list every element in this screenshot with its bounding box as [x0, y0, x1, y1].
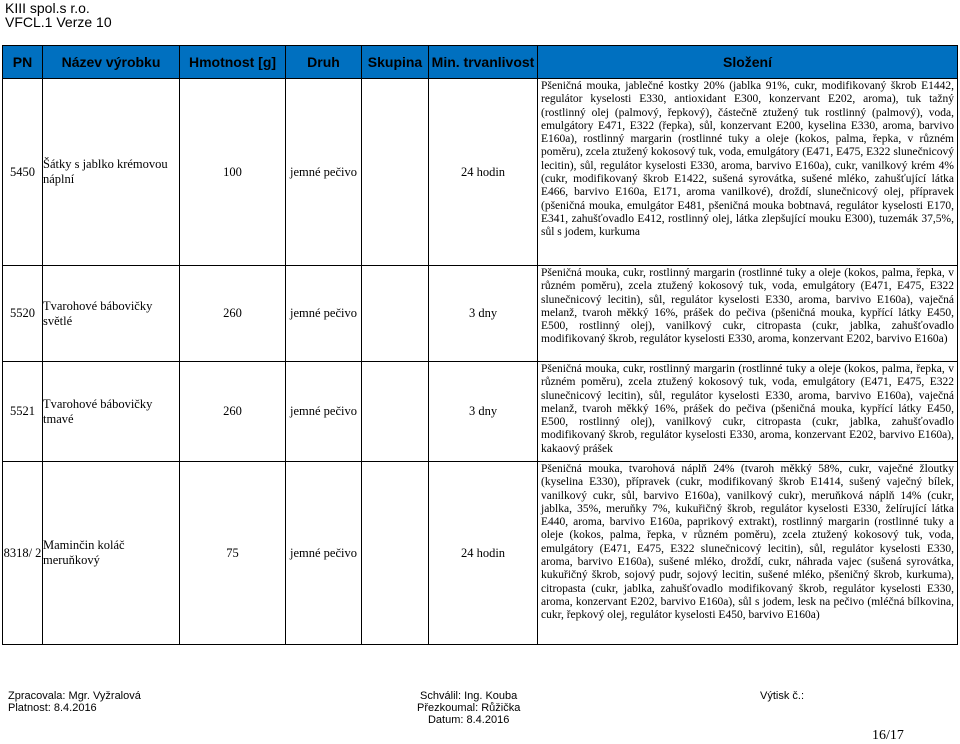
product-code: 5520	[3, 266, 43, 362]
product-composition: Pšeničná mouka, cukr, rostlinný margarin (rostlinné tuky a oleje (kokos, palma, řepka, v různém poměru), zcela ztužený kokosový tuk, voda, emulgátory (E471, E475, E322 slunečnicový lecitin), sůl, regulátor kyselosti E330, aroma, barvivo E160a), vaječná melanž, tvaroh měkký 16%, prášek do pečiva (pšeničná mouka, kypřící látky E450, E500, rostlinný olej), vanilkový cukr, citropasta (cukr, jablka, zahušťovadlo modifikovaný škrob, regulátor kyselosti E330, aroma, konzervant E202, barvivo E160a)	[538, 266, 958, 362]
product-shelf-life: 24 hodin	[429, 462, 538, 645]
table-row	[3, 266, 958, 362]
page-number: 16/17	[872, 728, 904, 743]
col-header-mass: Hmotnost [g]	[180, 46, 286, 79]
table-row	[3, 362, 958, 462]
product-composition: Pšeničná mouka, cukr, rostlinný margarin (rostlinné tuky a oleje (kokos, palma, řepka, v různém poměru), zcela ztužený kokosový tuk, voda, emulgátory (E471, E475, E322 slunečnicový lecitin), sůl, regulátor kyselosti E330, aroma, barvivo E160a), vaječná melanž, tvaroh měkký 16%, prášek do pečiva (pšeničná mouka, kypřící látky E450, E500, rostlinný olej), vanilkový cukr, citropasta (cukr, jablka, zahušťovadlo modifikovaný škrob, regulátor kyselosti E330, aroma, konzervant E202, barvivo E160a), kakaový prášek	[538, 362, 958, 462]
product-composition: Pšeničná mouka, jablečné kostky 20% (jablka 91%, cukr, modifikovaný škrob E1442, regulátor kyselosti E330, antioxidant E300, konzervant E202, aroma), tuk tažný (rostlinný olej (palmový, řepkový), částečně ztužený tuk rostlinný (palmový), voda, emulgátory E471, E322 (řepka), sůl, konzervant E200, kyselina E330, aroma, barvivo E160a), rostlinný margarin (rostlinné tuky a oleje (kokos, palma, řepka, v různém poměru), zcela ztužený kokosový tuk, voda, emulgátory (E471, E475, E322 slunečnicový lecitin), sůl, regulátor kyselosti E330, aroma, barvivo E160a), cukr, vanilkový krém 4% (cukr, modifikovaný škrob E1422, sušená syrovátka, sušené mléko, zahušťující látka E466, barvivo E160a, E171, aroma vanilkové), droždí, slunečnicový olej, přípravek (pšeničná mouka, emulgátor E481, pšeničná mouka bobtnavá, regulátor kyselosti E170, E341, zahušťovadlo E412, rostlinný olej, látka zlepšující mouku E300), tuzemák 37,5%, sůl s jodem, kurkuma	[538, 79, 958, 266]
product-group	[362, 362, 429, 462]
product-name: Tvarohové bábovičky světlé	[43, 266, 180, 362]
company-name: KIII spol.s r.o.	[5, 0, 90, 16]
product-name: Maminčin koláč meruňkový	[43, 462, 180, 645]
footer-prepared: Zpracovala: Mgr. Vyžralová	[8, 690, 141, 702]
footer-approved: Schválil: Ing. Kouba	[420, 690, 518, 702]
footer-reviewed: Přezkoumal: Růžička	[417, 702, 521, 714]
footer-validity: Platnost: 8.4.2016	[8, 702, 97, 714]
product-name: Šátky s jablko krémovou náplní	[43, 79, 180, 266]
product-composition: Pšeničná mouka, tvarohová náplň 24% (tvaroh měkký 58%, cukr, vaječné žloutky (kyselina E330), přípravek (cukr, modifikovaný škrob E1414, sušený vaječný bílek, vanilkový cukr, sůl, barvivo E160a), vanilkový cukr), meruňková náplň 14% (cukr, jablka, 35%, meruňky 7%, kukuřičný škrob, regulátor kyselosti E330, želírující látka E440, aroma, barvivo E160a, paprikový extrakt), rostlinný margarin (rostlinné tuky a oleje (kokos, palma, řepka, v různém poměru), zcela ztužený kokosový tuk, voda, emulgátory (E471, E475, E322 slunečnicový lecitin), sůl, regulátor kyselosti E330, aroma, barvivo E160a), sušené mléko, droždí, cukr, náhrada vajec (sušená syrovátka, kukuřičný škrob, sojový pudr, sojový lecitin, sušené mléko, pšeničný škrob, kurkuma), citropasta (cukr, jablka, zahušťovadlo modifikovaný škrob, regulátor kyselosti E330, aroma, konzervant E202, barvivo E160a), sůl s jodem, lesk na pečivo (mléčná bílkovina, cukr, řepkový olej, regulátor kyselosti E450, barvivo E160a)	[538, 462, 958, 645]
product-type: jemné pečivo	[286, 79, 362, 266]
col-header-pn: PN	[3, 46, 43, 79]
product-mass: 100	[180, 79, 286, 266]
document-version: VFCL.1 Verze 10	[5, 14, 112, 30]
footer-date: Datum: 8.4.2016	[427, 714, 510, 726]
col-header-composition: Složení	[538, 46, 958, 79]
product-type: jemné pečivo	[286, 266, 362, 362]
product-group	[362, 79, 429, 266]
footer-approval-block	[417, 690, 520, 726]
col-header-type: Druh	[286, 46, 362, 79]
product-table	[2, 45, 958, 645]
product-mass: 260	[180, 266, 286, 362]
product-group	[362, 462, 429, 645]
product-shelf-life: 3 dny	[429, 362, 538, 462]
table-row	[3, 462, 958, 645]
product-name: Tvarohové bábovičky tmavé	[43, 362, 180, 462]
col-header-shelf-life: Min. trvanlivost	[429, 46, 538, 79]
product-group	[362, 266, 429, 362]
product-shelf-life: 24 hodin	[429, 79, 538, 266]
table-row	[3, 79, 958, 266]
product-shelf-life: 3 dny	[429, 266, 538, 362]
product-mass: 75	[180, 462, 286, 645]
footer-prepared-block	[8, 690, 141, 714]
product-code: 5450	[3, 79, 43, 266]
col-header-name: Název výrobku	[43, 46, 180, 79]
col-header-group: Skupina	[362, 46, 429, 79]
footer-print-number: Výtisk č.:	[760, 690, 805, 702]
table-header-row	[3, 46, 958, 79]
product-code: 5521	[3, 362, 43, 462]
product-type: jemné pečivo	[286, 362, 362, 462]
product-type: jemné pečivo	[286, 462, 362, 645]
product-code: 8318/ 2	[3, 462, 43, 645]
product-mass: 260	[180, 362, 286, 462]
